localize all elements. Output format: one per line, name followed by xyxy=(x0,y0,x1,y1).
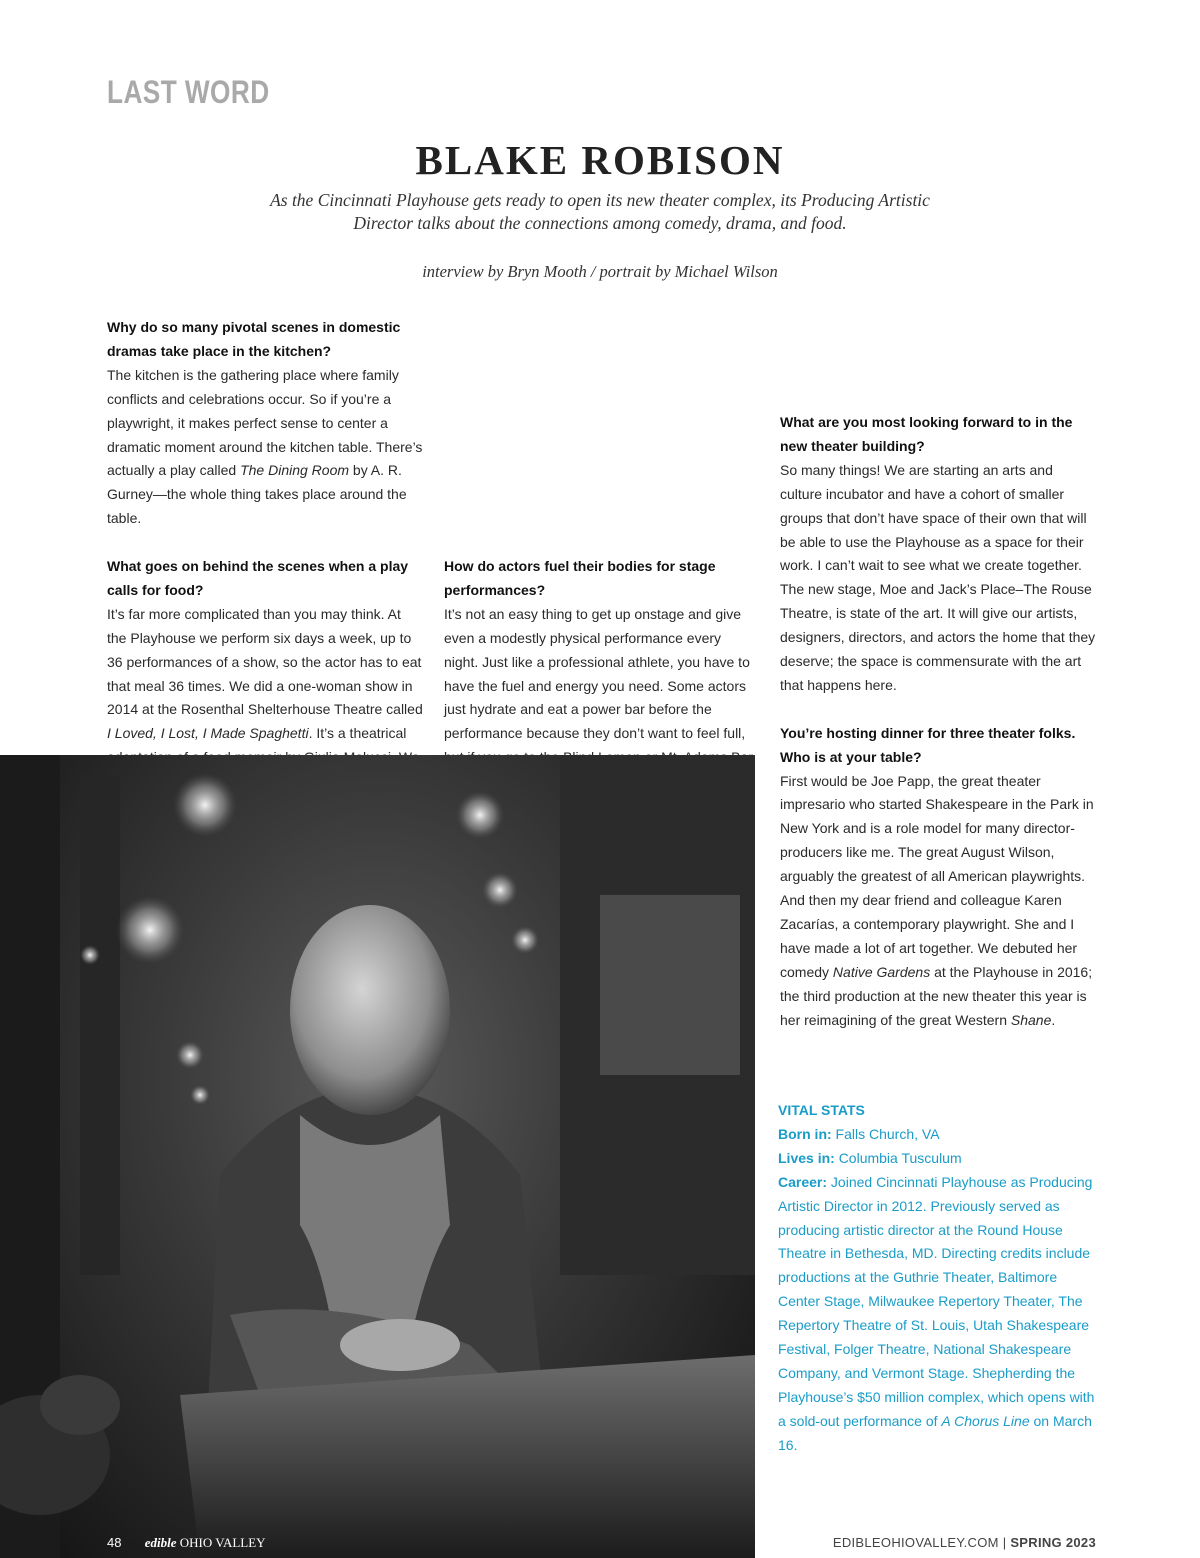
question-4: What are you most looking forward to in the new theater building? xyxy=(780,414,1073,454)
question-2: What goes on behind the scenes when a play calls for food? xyxy=(107,558,409,598)
answer-2: It’s far more complicated than you may think. At the Playhouse we perform six days a week, up to 36 performances of a show, so the actor has to eat that meal 36 times. We did a one-woman show in 2014 at the Rosenthal Shelterhouse Theatre called I Loved, I Lost, I Made Spaghetti. It’s a theatrical xyxy=(107,605,423,742)
question-5: You’re hosting dinner for three theater folks. Who is at your table? xyxy=(780,724,1076,765)
answer-1: The kitchen is the gathering place where family conflicts and celebrations occur. So if you’re a playwright, it makes perfect sense to center a dramatic moment around the kitchen table. There’s actually a play called The Dining Room by A. R. Gurney—the whole thing takes place around the table. xyxy=(107,366,423,527)
show-title: A Chorus Line xyxy=(941,1412,1030,1429)
footer-separator: | xyxy=(1002,1535,1007,1550)
footer-right xyxy=(833,1535,1096,1550)
text-column-2 xyxy=(444,316,756,818)
answer-5: First would be Joe Papp, the great theater impresario who started Shakespeare in the Park in New York and is a role model for many director-producers like me. The great August Wilson, arguably the greatest of all American playwrights. And then my dear friend and colleague Karen Zacarías, a contemporary playwright. She and I have made a lot of art together. We debuted her comedy Native Gardens at the Playhouse in 2016; the third production at the new theater this year is her reimagining of the great Western Shane. xyxy=(780,772,1094,1028)
portrait-photo xyxy=(0,755,755,1558)
article-deck: As the Cincinnati Playhouse gets ready to open its new theater complex, its Producing Artistic Director talks about the connections among comedy, drama, and food. xyxy=(270,190,930,233)
vital-stats xyxy=(778,1099,1098,1458)
play-title: I Loved, I Lost, I Made Spaghetti xyxy=(107,725,309,742)
article-byline: interview by Bryn Mooth / portrait by Michael Wilson xyxy=(422,262,778,281)
article-title: BLAKE ROBISON xyxy=(415,137,785,183)
answer-3: It’s not an easy thing to get up onstage and give even a modestly physical performance every night. Just like a professional athlete, you have to have the fuel and energy you need. Some actors just hydrate and eat a power bar before the performance because they don’t want to feel full, xyxy=(444,605,750,742)
film-title: Shane xyxy=(1010,1011,1052,1028)
text-column-3 xyxy=(780,316,1096,1033)
career: Career: Joined Cincinnati Playhouse as Producing Artistic Director in 2012. Previously served as producing artistic director at the Round House Theatre in Bethesda, MD. Directing credits include productions at the Guthrie Theater, Baltimore Center Stage, Milwaukee Repertory Theater, The Repertory Theatre of St. Louis, Utah Shakespeare Festival, Folger Theatre, National Shakespeare Company, and Vermont Stage. Shepherding the Playhouse’s $50 million complex, which opens with a sold-out performance of A Chorus Line on March 16. xyxy=(778,1173,1095,1453)
play-title: Native Gardens xyxy=(832,963,931,980)
born-in: Born in: Falls Church, VA xyxy=(778,1125,940,1142)
issue-season: SPRING 2023 xyxy=(1010,1535,1096,1550)
brand-edible: edible xyxy=(144,1535,177,1550)
section-label: LAST WORD xyxy=(107,74,270,110)
lives-in: Lives in: Columbia Tusculum xyxy=(778,1149,962,1166)
brand-region: OHIO VALLEY xyxy=(179,1535,266,1550)
question-3: How do actors fuel their bodies for stage performances? xyxy=(444,558,716,598)
question-1: Why do so many pivotal scenes in domestic dramas take place in the kitchen? xyxy=(107,319,401,359)
portrait-illustration xyxy=(0,755,755,1558)
answer-4: So many things! We are starting an arts and culture incubator and have a cohort of smaller groups that don’t have space of their own that will be able to use the Playhouse as a space for their work. I can’t wait to see what we create together. The new stage, Moe and Jack’s Place–The Rouse Theatre, is state of the art. It will give our artists, designers, directors, and actors the home that they deserve; the space is commensurate with the art that happens here. xyxy=(780,461,1096,693)
footer-left xyxy=(107,1535,266,1551)
website: EDIBLEOHIOVALLEY.COM xyxy=(832,1535,999,1550)
vital-stats-heading: VITAL STATS xyxy=(778,1102,865,1118)
page-number: 48 xyxy=(107,1535,122,1550)
play-title: The Dining Room xyxy=(240,462,350,479)
